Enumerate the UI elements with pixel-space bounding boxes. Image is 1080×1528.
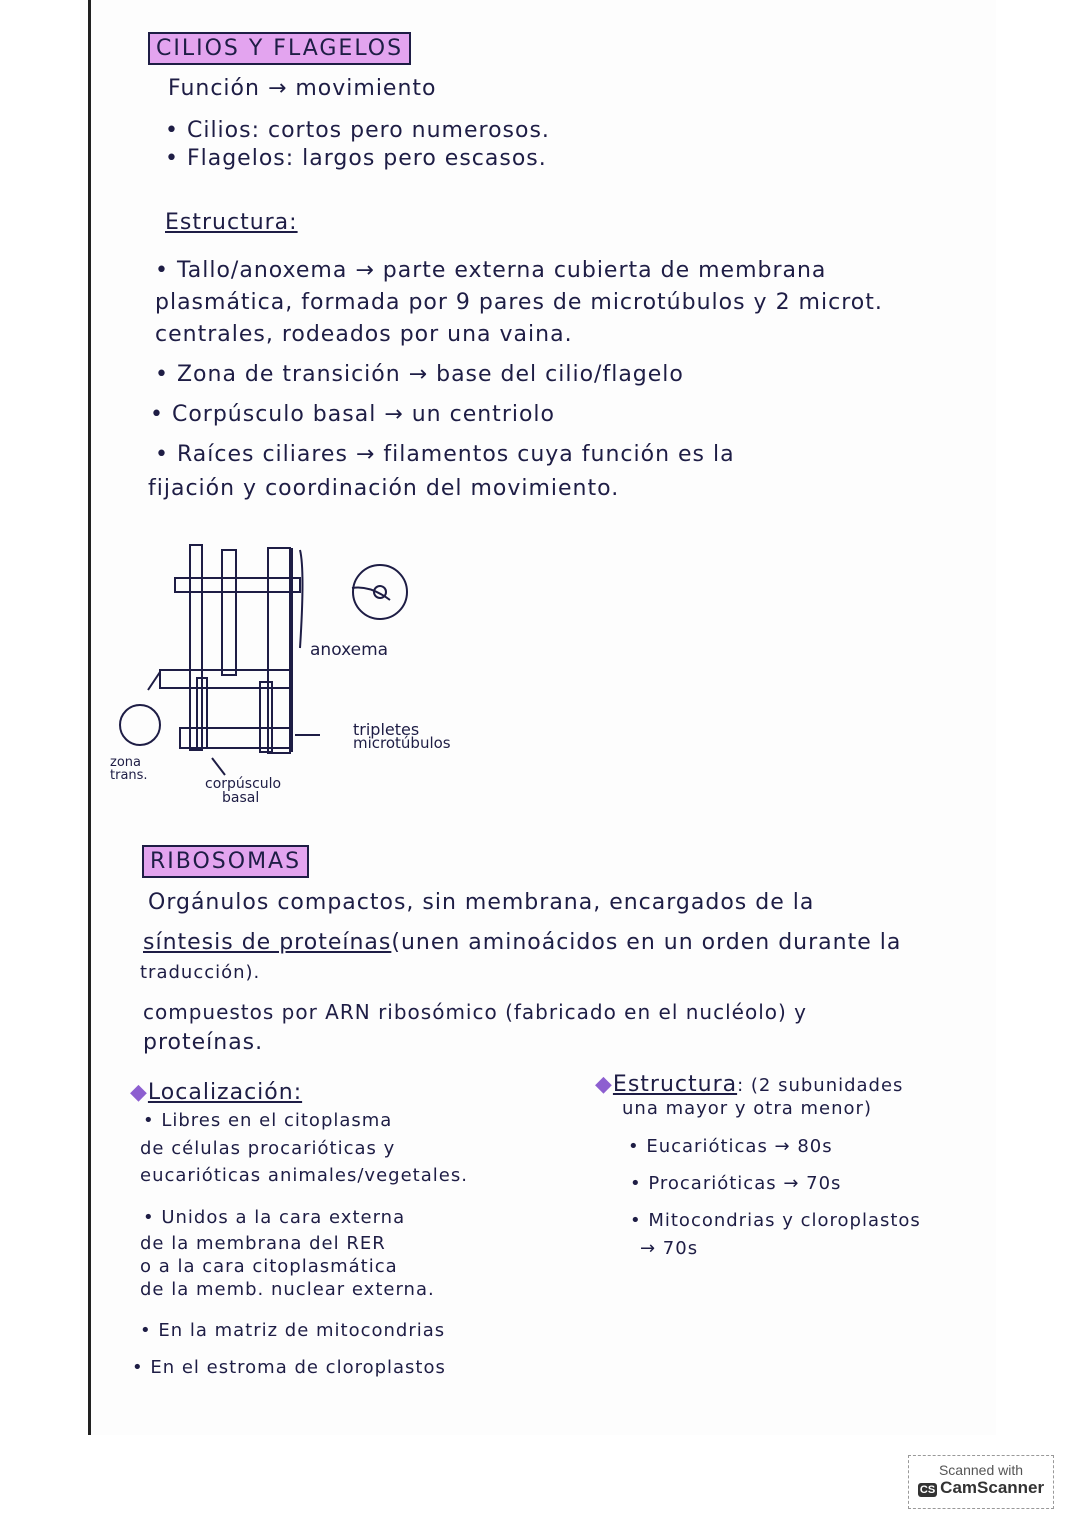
text-line: eucarióticas animales/vegetales.	[140, 1165, 468, 1186]
text-line: fijación y coordinación del movimiento.	[148, 476, 620, 501]
text-line: o a la cara citoplasmática	[140, 1256, 398, 1277]
text-line: • Mitocondrias y cloroplastos	[630, 1210, 921, 1231]
heading-text: Localización:	[147, 1080, 303, 1105]
text-line: • En el estroma de cloroplastos	[132, 1357, 446, 1378]
text-line: → 70s	[640, 1238, 699, 1259]
text-fragment: (unen aminoácidos en un orden durante la	[391, 930, 902, 955]
watermark-brand: CamScanner	[940, 1478, 1045, 1497]
watermark-line2	[909, 1478, 1053, 1498]
camscanner-watermark	[908, 1455, 1054, 1509]
text-line: • Unidos a la cara externa	[143, 1207, 406, 1228]
text-line: traducción).	[140, 962, 261, 983]
label-tripletes: tripletes	[353, 720, 420, 739]
bullet-cilios: • Cilios: cortos pero numerosos.	[165, 118, 550, 143]
label-anoxema: anoxema	[310, 640, 389, 660]
camscanner-logo-icon: CS	[919, 1484, 936, 1496]
text-line: • Eucarióticas → 80s	[628, 1136, 833, 1157]
text-line: • Tallo/anoxema → parte externa cubierta de membrana	[155, 258, 827, 283]
text-line: proteínas.	[143, 1030, 264, 1055]
section-title-cilios: CILIOS Y FLAGELOS	[148, 32, 411, 65]
text-line: plasmática, formada por 9 pares de microtúbulos y 2 microt.	[155, 290, 883, 315]
text-line: de la membrana del RER	[140, 1233, 386, 1254]
label-corpusculo: corpúsculo	[205, 776, 282, 792]
text-line: • Libres en el citoplasma	[143, 1110, 393, 1131]
watermark-line1: Scanned with	[938, 1462, 1024, 1478]
text-line: una mayor y otra menor)	[622, 1098, 872, 1119]
text-line: Orgánulos compactos, sin membrana, encargados de la	[148, 890, 815, 915]
text-line: • En la matriz de mitocondrias	[140, 1320, 446, 1341]
bullet-flagelos: • Flagelos: largos pero escasos.	[165, 146, 547, 171]
star-icon: ◆	[595, 1072, 613, 1097]
label-zona: zona	[110, 755, 141, 770]
text-line: de la memb. nuclear externa.	[140, 1279, 435, 1300]
estructura-heading: Estructura:	[165, 210, 298, 235]
text-line: • Zona de transición → base del cilio/flagelo	[155, 362, 684, 387]
label-trans: trans.	[110, 768, 148, 783]
estructura-heading-ribosomas	[595, 1072, 903, 1097]
localizacion-heading	[130, 1080, 302, 1105]
heading-note: : (2 subunidades	[737, 1075, 904, 1096]
text-line: • Procarióticas → 70s	[630, 1173, 842, 1194]
section-title-ribosomas: RIBOSOMAS	[142, 845, 309, 878]
text-line: • Corpúsculo basal → un centriolo	[150, 402, 556, 427]
label-microtubulos: microtúbulos	[353, 734, 451, 752]
text-line: centrales, rodeados por una vaina.	[155, 322, 573, 347]
text-line: de células procarióticas y	[140, 1138, 396, 1159]
star-icon: ◆	[130, 1080, 148, 1105]
heading-text: Estructura	[612, 1072, 738, 1097]
cilium-diagram	[100, 530, 500, 820]
label-basal: basal	[222, 790, 260, 806]
text-line: • Raíces ciliares → filamentos cuya función es la	[155, 442, 735, 467]
underlined-term: síntesis de proteínas	[143, 930, 392, 955]
text-line: compuestos por ARN ribosómico (fabricado en el nucléolo) y	[143, 1000, 807, 1024]
function-line: Función → movimiento	[168, 76, 437, 101]
text-line	[143, 930, 901, 955]
